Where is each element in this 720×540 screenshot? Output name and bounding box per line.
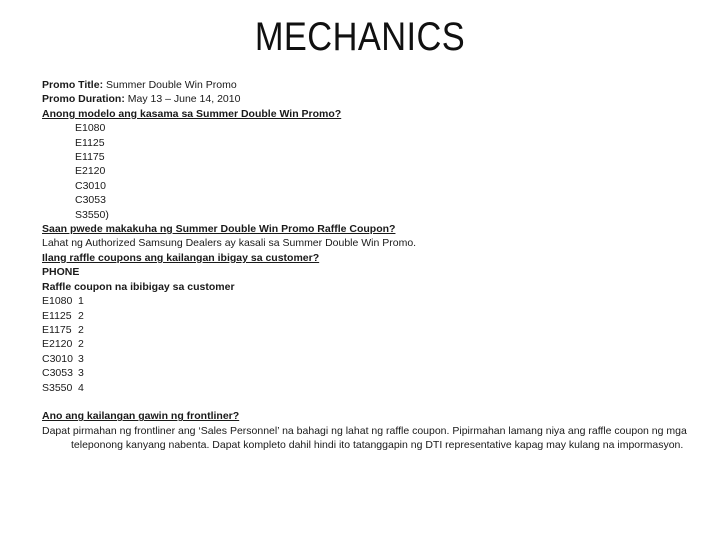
- table-row: [42, 352, 118, 366]
- cell-coupons: 2: [78, 338, 84, 351]
- promo-title-label: Promo Title:: [42, 79, 104, 91]
- promo-duration-line: [42, 92, 694, 106]
- question-heading-where: Saan pwede makakuha ng Summer Double Win Promo Raffle Coupon?: [42, 223, 396, 236]
- cell-model: E1175: [42, 323, 72, 336]
- cell-model: C3053: [42, 367, 73, 380]
- model-list-item: E2120: [75, 165, 106, 178]
- model-list-item: C3010: [75, 179, 106, 192]
- table-header-phone: PHONE: [42, 266, 80, 279]
- cell-model: E2120: [42, 338, 73, 351]
- table-row: [42, 381, 118, 395]
- question-heading-frontliner: Ano ang kailangan gawin ng frontliner?: [42, 410, 240, 423]
- table-row: [42, 366, 118, 380]
- cell-coupons: 3: [78, 352, 84, 365]
- cell-coupons: 2: [78, 323, 84, 336]
- cell-model: S3550: [42, 381, 73, 394]
- model-list-item: S3550): [75, 208, 109, 221]
- page-title: MECHANICS: [254, 15, 466, 59]
- cell-coupons: 4: [78, 381, 84, 394]
- cell-coupons: 1: [78, 295, 84, 308]
- cell-model: E1080: [42, 295, 73, 308]
- coupon-allocation-table: [42, 294, 118, 395]
- cell-model: E1125: [42, 309, 72, 322]
- promo-duration-value: May 13 – June 14, 2010: [124, 93, 241, 106]
- blank-line-spacer: [42, 395, 694, 409]
- model-list-item: E1125: [75, 136, 105, 149]
- model-list-item: C3053: [75, 194, 106, 207]
- cell-model: C3010: [42, 352, 73, 365]
- model-list-item: E1175: [75, 151, 105, 164]
- promo-duration-label: Promo Duration:: [42, 93, 125, 106]
- cell-coupons: 2: [78, 309, 84, 322]
- table-row: [42, 337, 118, 351]
- answer-where: Lahat ng Authorized Samsung Dealers ay kasali sa Summer Double Win Promo.: [42, 237, 417, 250]
- table-row: [42, 309, 118, 323]
- table-row: [42, 323, 118, 337]
- table-row: [42, 294, 118, 308]
- cell-coupons: 3: [78, 367, 84, 380]
- question-heading-models: Anong modelo ang kasama sa Summer Double Win Promo?: [42, 107, 342, 120]
- question-heading-how-many: Ilang raffle coupons ang kailangan ibigay sa customer?: [42, 251, 320, 264]
- slide-body-text: [42, 78, 694, 453]
- promo-title-value: Summer Double Win Promo: [103, 79, 237, 91]
- answer-frontliner: Dapat pirmahan ng frontliner ang ‘Sales Personnel’ na bahagi ng lahat ng raffle coupon. Pipirmahan lamang niya ang raffle coupon ng mga teleponong kanyang nabenta. Dapat kompleto dahil hindi ito tatanggapin ng DTI representative kapag may kulang na impormasyon.: [42, 424, 687, 452]
- promo-title-line: [42, 78, 694, 92]
- model-list-item: E1080: [75, 122, 106, 135]
- table-header-coupon: Raffle coupon na ibibigay sa customer: [42, 280, 235, 293]
